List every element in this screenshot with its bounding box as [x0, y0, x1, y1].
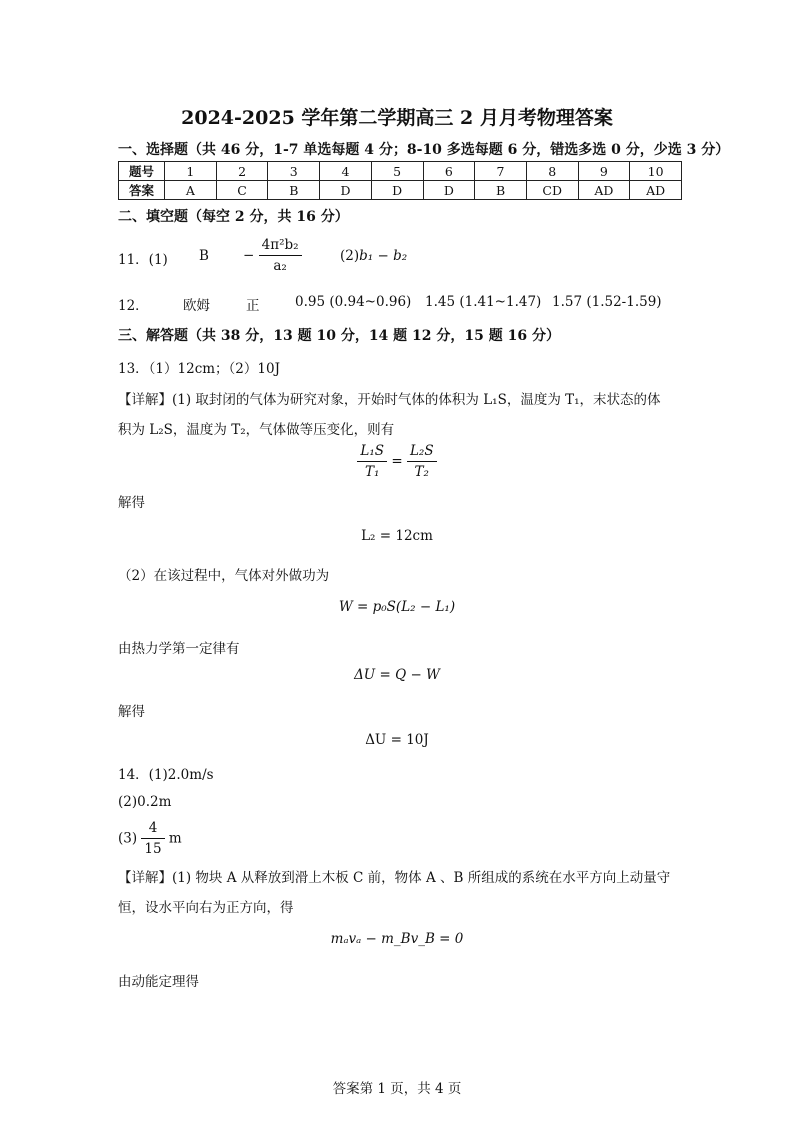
fraction — [259, 235, 302, 276]
q14-equation1: mₐvₐ − m_Bv_B = 0 — [330, 931, 464, 947]
q13-jiede2: 解得 — [118, 704, 145, 720]
q12-answer4: 1.45 (1.41~1.47) — [425, 294, 542, 310]
fraction — [357, 441, 387, 482]
answer-table — [118, 161, 682, 200]
fraction-numerator: L₂S — [407, 441, 437, 462]
table-cell: C — [216, 181, 268, 200]
table-cell: 6 — [423, 162, 475, 181]
page-title: 2024-2025 学年第二学期高三 2 月月考物理答案 — [181, 107, 613, 129]
fraction — [407, 441, 437, 482]
table-cell: 9 — [578, 162, 630, 181]
table-row-answers — [119, 181, 682, 200]
fraction-denominator: 15 — [144, 841, 162, 857]
q11-part2-label: (2) — [340, 248, 360, 264]
table-cell: 8 — [526, 162, 578, 181]
table-cell: B — [268, 181, 320, 200]
q14-kinetic: 由动能定理得 — [118, 974, 199, 990]
table-header-answer: 答案 — [119, 181, 165, 200]
q14-answer3-label: (3) — [118, 830, 138, 847]
table-cell: 1 — [165, 162, 217, 181]
fraction — [141, 818, 164, 859]
q11-part2-expr: b₁ − b₂ — [359, 248, 408, 264]
table-cell: 10 — [630, 162, 682, 181]
page-footer: 答案第 1 页，共 4 页 — [332, 1081, 462, 1097]
section2-heading: 二、填空题（每空 2 分，共 16 分） — [118, 209, 349, 225]
table-header-number: 题号 — [119, 162, 165, 181]
q14-answer3 — [118, 818, 182, 859]
q13-equation3: W = p₀S(L₂ − L₁) — [338, 599, 456, 615]
table-cell: D — [371, 181, 423, 200]
fraction-numerator: 4π²b₂ — [259, 235, 302, 256]
section1-heading: 一、选择题（共 46 分，1-7 单选每题 4 分；8-10 多选每题 6 分，错选多选 0 分，少选 3 分） — [118, 142, 730, 158]
q13-equation4: ΔU = Q − W — [354, 667, 440, 683]
q11-label: 11．(1) — [118, 252, 168, 268]
table-cell: AD — [578, 181, 630, 200]
q13-part2: （2）在该过程中，气体对外做功为 — [118, 568, 330, 584]
q13-law: 由热力学第一定律有 — [118, 641, 240, 657]
table-cell: D — [320, 181, 372, 200]
q14-answer1: 14．(1)2.0m/s — [118, 767, 214, 783]
q14-answer3-unit: m — [168, 830, 182, 847]
section3-heading: 三、解答题（共 38 分，13 题 10 分，14 题 12 分，15 题 16 分） — [118, 328, 560, 344]
q13-detail-line1: 【详解】(1) 取封闭的气体为研究对象，开始时气体的体积为 L₁S，温度为 T₁，末状态的体 — [118, 392, 661, 408]
q14-detail-line2: 恒，设水平向右为正方向，得 — [118, 900, 294, 916]
table-cell: 3 — [268, 162, 320, 181]
table-cell: A — [165, 181, 217, 200]
q11-fraction: − $\frac{\text{4π²b₂}}{\text{a₂}}$ — [243, 235, 302, 276]
table-row-numbers — [119, 162, 682, 181]
q11-part2 — [340, 248, 407, 264]
table-cell: D — [423, 181, 475, 200]
q12-answer1: 欧姆 — [183, 298, 210, 314]
q13-equation1: $\frac{\text{L₁S}}{\text{T₁}}$ = $\frac{\text{L₂S}}{\text{T₂}}$ — [0, 441, 794, 482]
table-cell: 5 — [371, 162, 423, 181]
q11-answer1: B — [199, 248, 209, 264]
table-cell: 7 — [475, 162, 527, 181]
q12-answer5: 1.57 (1.52-1.59) — [552, 294, 662, 310]
q12-answer3: 0.95 (0.94~0.96) — [295, 294, 412, 310]
fraction-denominator: T₁ — [365, 464, 380, 480]
table-cell: AD — [630, 181, 682, 200]
q14-detail-line1: 【详解】(1) 物块 A 从释放到滑上木板 C 前，物体 A 、B 所组成的系统在水平方向上动量守 — [118, 870, 671, 886]
table-cell: B — [475, 181, 527, 200]
table-cell: 4 — [320, 162, 372, 181]
table-cell: CD — [526, 181, 578, 200]
q13-equation2: L₂ = 12cm — [361, 528, 433, 544]
fraction-numerator: 4 — [141, 818, 164, 839]
table-cell: 2 — [216, 162, 268, 181]
q13-summary: 13．（1）12cm；（2）10J — [118, 361, 280, 377]
q12-label: 12． — [118, 298, 149, 314]
q13-detail-line2: 积为 L₂S，温度为 T₂，气体做等压变化，则有 — [118, 422, 395, 438]
fraction-denominator: a₂ — [273, 258, 287, 274]
q13-equation5: ΔU = 10J — [365, 732, 429, 748]
fraction-numerator: L₁S — [357, 441, 387, 462]
q12-answer2: 正 — [246, 298, 260, 314]
q14-answer2: (2)0.2m — [118, 794, 172, 810]
q13-jiede1: 解得 — [118, 495, 145, 511]
fraction-denominator: T₂ — [414, 464, 429, 480]
